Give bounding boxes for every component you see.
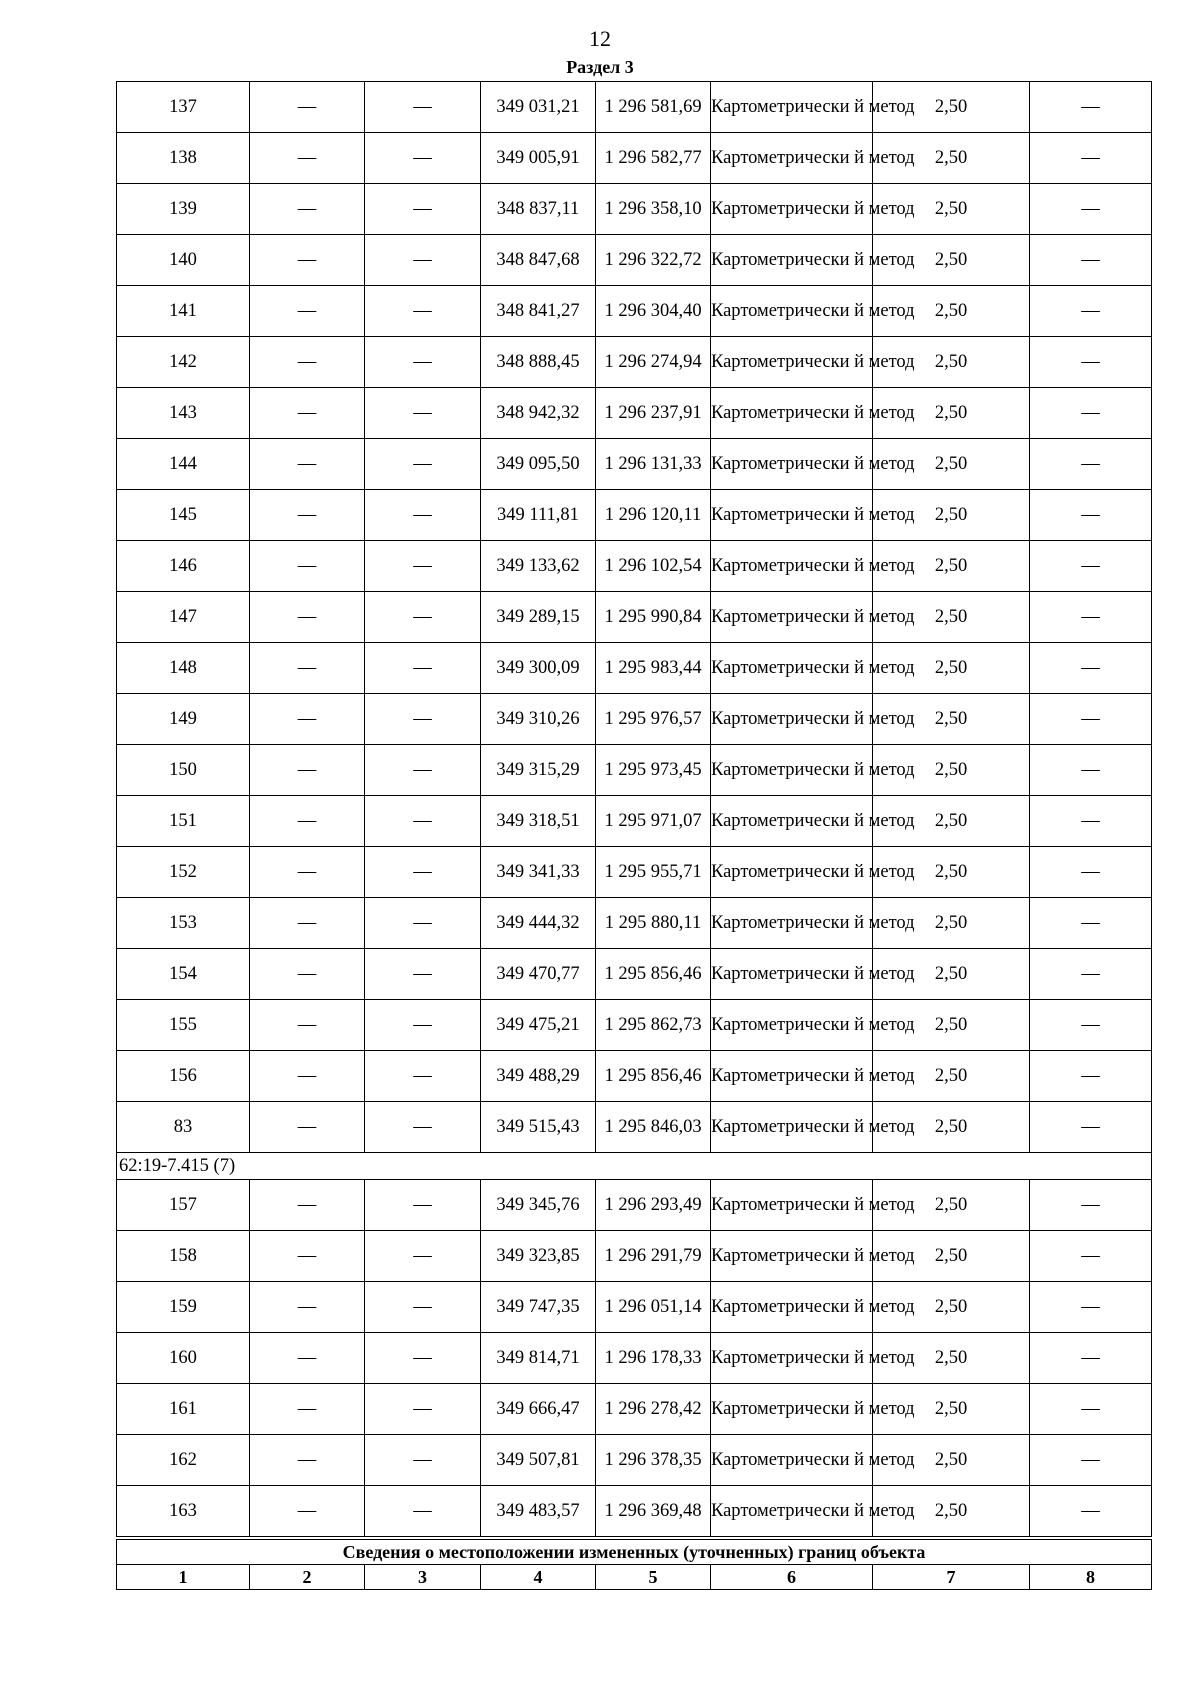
method-cell: Картометрически й метод bbox=[711, 1102, 873, 1153]
coordinate-y-cell: 1 296 178,33 bbox=[596, 1333, 711, 1384]
accuracy-cell: 2,50 bbox=[873, 949, 1030, 1000]
column-2-cell: — bbox=[250, 1486, 365, 1539]
accuracy-cell: 2,50 bbox=[873, 1282, 1030, 1333]
method-cell: Картометрически й метод bbox=[711, 1282, 873, 1333]
column-2-cell: — bbox=[250, 490, 365, 541]
table-row bbox=[117, 133, 1152, 184]
column-2-cell: — bbox=[250, 694, 365, 745]
column-3-cell: — bbox=[365, 1231, 481, 1282]
column-2-cell: — bbox=[250, 1180, 365, 1231]
table-row bbox=[117, 286, 1152, 337]
column-8-cell: — bbox=[1030, 388, 1152, 439]
column-2-cell: — bbox=[250, 541, 365, 592]
coordinate-y-cell: 1 295 880,11 bbox=[596, 898, 711, 949]
column-8-cell: — bbox=[1030, 745, 1152, 796]
method-cell: Картометрически й метод bbox=[711, 1384, 873, 1435]
point-number-cell: 83 bbox=[117, 1102, 250, 1153]
coordinate-y-cell: 1 295 973,45 bbox=[596, 745, 711, 796]
accuracy-cell: 2,50 bbox=[873, 1180, 1030, 1231]
table-row bbox=[117, 439, 1152, 490]
column-number: 8 bbox=[1030, 1565, 1152, 1590]
point-number-cell: 152 bbox=[117, 847, 250, 898]
table-row bbox=[117, 184, 1152, 235]
point-number-cell: 144 bbox=[117, 439, 250, 490]
accuracy-cell: 2,50 bbox=[873, 796, 1030, 847]
coordinate-x-cell: 349 300,09 bbox=[481, 643, 596, 694]
table-row bbox=[117, 82, 1152, 133]
method-cell: Картометрически й метод bbox=[711, 847, 873, 898]
coordinate-y-cell: 1 296 293,49 bbox=[596, 1180, 711, 1231]
accuracy-cell: 2,50 bbox=[873, 694, 1030, 745]
column-8-cell: — bbox=[1030, 541, 1152, 592]
point-number-cell: 156 bbox=[117, 1051, 250, 1102]
column-2-cell: — bbox=[250, 796, 365, 847]
table-row bbox=[117, 1231, 1152, 1282]
column-2-cell: — bbox=[250, 1102, 365, 1153]
table-row bbox=[117, 1384, 1152, 1435]
column-3-cell: — bbox=[365, 286, 481, 337]
table-row bbox=[117, 490, 1152, 541]
coordinate-x-cell: 349 095,50 bbox=[481, 439, 596, 490]
point-number-cell: 163 bbox=[117, 1486, 250, 1539]
accuracy-cell: 2,50 bbox=[873, 490, 1030, 541]
method-cell: Картометрически й метод bbox=[711, 1333, 873, 1384]
coordinate-y-cell: 1 296 378,35 bbox=[596, 1435, 711, 1486]
coordinates-table bbox=[116, 81, 1152, 1590]
column-number: 4 bbox=[481, 1565, 596, 1590]
coordinate-y-cell: 1 295 976,57 bbox=[596, 694, 711, 745]
coordinate-x-cell: 349 031,21 bbox=[481, 82, 596, 133]
column-3-cell: — bbox=[365, 439, 481, 490]
column-3-cell: — bbox=[365, 1180, 481, 1231]
table-row bbox=[117, 1051, 1152, 1102]
coordinate-y-cell: 1 295 856,46 bbox=[596, 1051, 711, 1102]
section-title: Раздел 3 bbox=[566, 57, 634, 77]
table-row bbox=[117, 796, 1152, 847]
coordinate-x-cell: 349 323,85 bbox=[481, 1231, 596, 1282]
table-row bbox=[117, 235, 1152, 286]
column-8-cell: — bbox=[1030, 439, 1152, 490]
coordinate-y-cell: 1 296 582,77 bbox=[596, 133, 711, 184]
method-cell: Картометрически й метод bbox=[711, 898, 873, 949]
column-8-cell: — bbox=[1030, 1102, 1152, 1153]
column-8-cell: — bbox=[1030, 1435, 1152, 1486]
column-2-cell: — bbox=[250, 439, 365, 490]
coordinate-y-cell: 1 296 120,11 bbox=[596, 490, 711, 541]
point-number-cell: 149 bbox=[117, 694, 250, 745]
point-rows-group-a bbox=[117, 82, 1152, 1153]
table-row bbox=[117, 949, 1152, 1000]
accuracy-cell: 2,50 bbox=[873, 133, 1030, 184]
column-3-cell: — bbox=[365, 490, 481, 541]
method-cell: Картометрически й метод bbox=[711, 1486, 873, 1539]
method-cell: Картометрически й метод bbox=[711, 439, 873, 490]
method-cell: Картометрически й метод bbox=[711, 286, 873, 337]
column-3-cell: — bbox=[365, 1486, 481, 1539]
column-8-cell: — bbox=[1030, 1000, 1152, 1051]
column-8-cell: — bbox=[1030, 337, 1152, 388]
column-3-cell: — bbox=[365, 1282, 481, 1333]
point-number-cell: 153 bbox=[117, 898, 250, 949]
coordinate-y-cell: 1 295 971,07 bbox=[596, 796, 711, 847]
column-8-cell: — bbox=[1030, 1333, 1152, 1384]
column-number: 5 bbox=[596, 1565, 711, 1590]
column-2-cell: — bbox=[250, 133, 365, 184]
column-number: 1 bbox=[117, 1565, 250, 1590]
column-8-cell: — bbox=[1030, 1384, 1152, 1435]
column-3-cell: — bbox=[365, 949, 481, 1000]
table-row bbox=[117, 643, 1152, 694]
column-8-cell: — bbox=[1030, 490, 1152, 541]
table-row bbox=[117, 1000, 1152, 1051]
table-row bbox=[117, 1435, 1152, 1486]
coordinate-x-cell: 348 888,45 bbox=[481, 337, 596, 388]
column-2-cell: — bbox=[250, 1282, 365, 1333]
coordinate-y-cell: 1 296 358,10 bbox=[596, 184, 711, 235]
column-3-cell: — bbox=[365, 235, 481, 286]
column-3-cell: — bbox=[365, 643, 481, 694]
accuracy-cell: 2,50 bbox=[873, 1231, 1030, 1282]
column-2-cell: — bbox=[250, 286, 365, 337]
coordinate-x-cell: 348 847,68 bbox=[481, 235, 596, 286]
point-number-cell: 138 bbox=[117, 133, 250, 184]
accuracy-cell: 2,50 bbox=[873, 541, 1030, 592]
coordinate-x-cell: 349 747,35 bbox=[481, 1282, 596, 1333]
column-8-cell: — bbox=[1030, 1051, 1152, 1102]
column-2-cell: — bbox=[250, 1051, 365, 1102]
coordinate-y-cell: 1 295 955,71 bbox=[596, 847, 711, 898]
coordinate-x-cell: 348 841,27 bbox=[481, 286, 596, 337]
column-2-cell: — bbox=[250, 898, 365, 949]
method-cell: Картометрически й метод bbox=[711, 949, 873, 1000]
column-8-cell: — bbox=[1030, 898, 1152, 949]
coordinate-x-cell: 349 515,43 bbox=[481, 1102, 596, 1153]
coordinate-y-cell: 1 296 322,72 bbox=[596, 235, 711, 286]
column-number: 3 bbox=[365, 1565, 481, 1590]
table-row bbox=[117, 847, 1152, 898]
point-number-cell: 162 bbox=[117, 1435, 250, 1486]
coordinate-x-cell: 349 111,81 bbox=[481, 490, 596, 541]
table-row bbox=[117, 1486, 1152, 1539]
column-3-cell: — bbox=[365, 1051, 481, 1102]
point-number-cell: 141 bbox=[117, 286, 250, 337]
coordinate-y-cell: 1 296 237,91 bbox=[596, 388, 711, 439]
method-cell: Картометрически й метод bbox=[711, 388, 873, 439]
column-8-cell: — bbox=[1030, 286, 1152, 337]
column-8-cell: — bbox=[1030, 1282, 1152, 1333]
column-3-cell: — bbox=[365, 541, 481, 592]
column-3-cell: — bbox=[365, 82, 481, 133]
column-3-cell: — bbox=[365, 1384, 481, 1435]
method-cell: Картометрически й метод bbox=[711, 82, 873, 133]
column-number: 6 bbox=[711, 1565, 873, 1590]
coordinate-x-cell: 349 133,62 bbox=[481, 541, 596, 592]
table-row bbox=[117, 1102, 1152, 1153]
footer-title-row bbox=[117, 1538, 1152, 1565]
coordinate-y-cell: 1 296 369,48 bbox=[596, 1486, 711, 1539]
point-number-cell: 151 bbox=[117, 796, 250, 847]
coordinate-y-cell: 1 296 274,94 bbox=[596, 337, 711, 388]
point-number-cell: 145 bbox=[117, 490, 250, 541]
accuracy-cell: 2,50 bbox=[873, 1000, 1030, 1051]
column-8-cell: — bbox=[1030, 82, 1152, 133]
coordinate-y-cell: 1 295 990,84 bbox=[596, 592, 711, 643]
table-row bbox=[117, 1282, 1152, 1333]
method-cell: Картометрически й метод bbox=[711, 796, 873, 847]
method-cell: Картометрически й метод bbox=[711, 643, 873, 694]
point-number-cell: 148 bbox=[117, 643, 250, 694]
group-row bbox=[117, 1153, 1152, 1180]
column-8-cell: — bbox=[1030, 184, 1152, 235]
column-3-cell: — bbox=[365, 337, 481, 388]
table-row bbox=[117, 898, 1152, 949]
coordinate-x-cell: 349 507,81 bbox=[481, 1435, 596, 1486]
column-3-cell: — bbox=[365, 388, 481, 439]
table-row bbox=[117, 592, 1152, 643]
column-2-cell: — bbox=[250, 949, 365, 1000]
point-number-cell: 146 bbox=[117, 541, 250, 592]
column-8-cell: — bbox=[1030, 847, 1152, 898]
column-3-cell: — bbox=[365, 745, 481, 796]
coordinate-y-cell: 1 296 291,79 bbox=[596, 1231, 711, 1282]
column-8-cell: — bbox=[1030, 592, 1152, 643]
method-cell: Картометрически й метод bbox=[711, 1180, 873, 1231]
column-3-cell: — bbox=[365, 133, 481, 184]
footer-column-numbers bbox=[117, 1565, 1152, 1590]
coordinate-x-cell: 349 814,71 bbox=[481, 1333, 596, 1384]
point-number-cell: 154 bbox=[117, 949, 250, 1000]
column-2-cell: — bbox=[250, 82, 365, 133]
method-cell: Картометрически й метод bbox=[711, 490, 873, 541]
method-cell: Картометрически й метод bbox=[711, 592, 873, 643]
method-cell: Картометрически й метод bbox=[711, 541, 873, 592]
point-number-cell: 158 bbox=[117, 1231, 250, 1282]
coordinate-y-cell: 1 296 304,40 bbox=[596, 286, 711, 337]
point-number-cell: 142 bbox=[117, 337, 250, 388]
footer-title: Сведения о местоположении измененных (уточненных) границ объекта bbox=[117, 1538, 1152, 1565]
method-cell: Картометрически й метод bbox=[711, 337, 873, 388]
coordinate-x-cell: 349 315,29 bbox=[481, 745, 596, 796]
point-number-cell: 147 bbox=[117, 592, 250, 643]
column-2-cell: — bbox=[250, 1000, 365, 1051]
column-2-cell: — bbox=[250, 1384, 365, 1435]
column-3-cell: — bbox=[365, 1000, 481, 1051]
column-3-cell: — bbox=[365, 1435, 481, 1486]
column-2-cell: — bbox=[250, 745, 365, 796]
column-3-cell: — bbox=[365, 592, 481, 643]
column-3-cell: — bbox=[365, 1333, 481, 1384]
accuracy-cell: 2,50 bbox=[873, 745, 1030, 796]
column-2-cell: — bbox=[250, 1435, 365, 1486]
coordinate-x-cell: 349 341,33 bbox=[481, 847, 596, 898]
method-cell: Картометрически й метод bbox=[711, 1231, 873, 1282]
coordinate-y-cell: 1 295 846,03 bbox=[596, 1102, 711, 1153]
accuracy-cell: 2,50 bbox=[873, 439, 1030, 490]
column-8-cell: — bbox=[1030, 1231, 1152, 1282]
accuracy-cell: 2,50 bbox=[873, 286, 1030, 337]
point-number-cell: 159 bbox=[117, 1282, 250, 1333]
point-number-cell: 140 bbox=[117, 235, 250, 286]
coordinate-x-cell: 349 345,76 bbox=[481, 1180, 596, 1231]
point-number-cell: 150 bbox=[117, 745, 250, 796]
coordinate-x-cell: 349 318,51 bbox=[481, 796, 596, 847]
column-8-cell: — bbox=[1030, 796, 1152, 847]
group-label: 62:19-7.415 (7) bbox=[117, 1153, 1152, 1180]
coordinate-y-cell: 1 295 856,46 bbox=[596, 949, 711, 1000]
method-cell: Картометрически й метод bbox=[711, 184, 873, 235]
column-2-cell: — bbox=[250, 184, 365, 235]
column-2-cell: — bbox=[250, 847, 365, 898]
coordinate-y-cell: 1 295 983,44 bbox=[596, 643, 711, 694]
accuracy-cell: 2,50 bbox=[873, 337, 1030, 388]
method-cell: Картометрически й метод bbox=[711, 133, 873, 184]
coordinate-x-cell: 349 310,26 bbox=[481, 694, 596, 745]
column-8-cell: — bbox=[1030, 235, 1152, 286]
coordinate-x-cell: 349 483,57 bbox=[481, 1486, 596, 1539]
column-3-cell: — bbox=[365, 898, 481, 949]
accuracy-cell: 2,50 bbox=[873, 235, 1030, 286]
coordinate-x-cell: 348 837,11 bbox=[481, 184, 596, 235]
column-2-cell: — bbox=[250, 1333, 365, 1384]
method-cell: Картометрически й метод bbox=[711, 745, 873, 796]
coordinate-y-cell: 1 296 051,14 bbox=[596, 1282, 711, 1333]
column-8-cell: — bbox=[1030, 1486, 1152, 1539]
column-3-cell: — bbox=[365, 694, 481, 745]
accuracy-cell: 2,50 bbox=[873, 898, 1030, 949]
method-cell: Картометрически й метод bbox=[711, 694, 873, 745]
coordinate-x-cell: 349 444,32 bbox=[481, 898, 596, 949]
method-cell: Картометрически й метод bbox=[711, 1435, 873, 1486]
coordinate-x-cell: 349 470,77 bbox=[481, 949, 596, 1000]
coordinate-y-cell: 1 296 581,69 bbox=[596, 82, 711, 133]
coordinate-x-cell: 349 475,21 bbox=[481, 1000, 596, 1051]
table-row bbox=[117, 1333, 1152, 1384]
column-2-cell: — bbox=[250, 592, 365, 643]
accuracy-cell: 2,50 bbox=[873, 643, 1030, 694]
column-3-cell: — bbox=[365, 1102, 481, 1153]
method-cell: Картометрически й метод bbox=[711, 235, 873, 286]
coordinate-x-cell: 349 666,47 bbox=[481, 1384, 596, 1435]
accuracy-cell: 2,50 bbox=[873, 1486, 1030, 1539]
method-cell: Картометрически й метод bbox=[711, 1000, 873, 1051]
column-8-cell: — bbox=[1030, 643, 1152, 694]
column-3-cell: — bbox=[365, 796, 481, 847]
accuracy-cell: 2,50 bbox=[873, 388, 1030, 439]
accuracy-cell: 2,50 bbox=[873, 592, 1030, 643]
point-number-cell: 143 bbox=[117, 388, 250, 439]
table-row bbox=[117, 745, 1152, 796]
accuracy-cell: 2,50 bbox=[873, 1333, 1030, 1384]
accuracy-cell: 2,50 bbox=[873, 184, 1030, 235]
column-8-cell: — bbox=[1030, 1180, 1152, 1231]
point-number-cell: 155 bbox=[117, 1000, 250, 1051]
coordinate-y-cell: 1 296 278,42 bbox=[596, 1384, 711, 1435]
coordinate-x-cell: 349 488,29 bbox=[481, 1051, 596, 1102]
accuracy-cell: 2,50 bbox=[873, 1051, 1030, 1102]
page-number: 12 bbox=[589, 26, 611, 51]
table-row bbox=[117, 694, 1152, 745]
coordinate-y-cell: 1 296 131,33 bbox=[596, 439, 711, 490]
point-number-cell: 137 bbox=[117, 82, 250, 133]
point-number-cell: 161 bbox=[117, 1384, 250, 1435]
coordinate-x-cell: 349 005,91 bbox=[481, 133, 596, 184]
accuracy-cell: 2,50 bbox=[873, 1384, 1030, 1435]
coordinate-x-cell: 349 289,15 bbox=[481, 592, 596, 643]
column-2-cell: — bbox=[250, 235, 365, 286]
table-row bbox=[117, 337, 1152, 388]
coordinate-y-cell: 1 295 862,73 bbox=[596, 1000, 711, 1051]
column-8-cell: — bbox=[1030, 133, 1152, 184]
column-3-cell: — bbox=[365, 847, 481, 898]
column-2-cell: — bbox=[250, 388, 365, 439]
point-rows-group-b bbox=[117, 1180, 1152, 1539]
point-number-cell: 157 bbox=[117, 1180, 250, 1231]
accuracy-cell: 2,50 bbox=[873, 82, 1030, 133]
accuracy-cell: 2,50 bbox=[873, 1435, 1030, 1486]
column-8-cell: — bbox=[1030, 949, 1152, 1000]
coordinate-y-cell: 1 296 102,54 bbox=[596, 541, 711, 592]
column-2-cell: — bbox=[250, 643, 365, 694]
accuracy-cell: 2,50 bbox=[873, 847, 1030, 898]
column-2-cell: — bbox=[250, 1231, 365, 1282]
accuracy-cell: 2,50 bbox=[873, 1102, 1030, 1153]
column-number: 2 bbox=[250, 1565, 365, 1590]
table-row bbox=[117, 1180, 1152, 1231]
column-number: 7 bbox=[873, 1565, 1030, 1590]
table-row bbox=[117, 541, 1152, 592]
column-3-cell: — bbox=[365, 184, 481, 235]
point-number-cell: 160 bbox=[117, 1333, 250, 1384]
coordinate-x-cell: 348 942,32 bbox=[481, 388, 596, 439]
point-number-cell: 139 bbox=[117, 184, 250, 235]
method-cell: Картометрически й метод bbox=[711, 1051, 873, 1102]
column-2-cell: — bbox=[250, 337, 365, 388]
table-row bbox=[117, 388, 1152, 439]
column-8-cell: — bbox=[1030, 694, 1152, 745]
